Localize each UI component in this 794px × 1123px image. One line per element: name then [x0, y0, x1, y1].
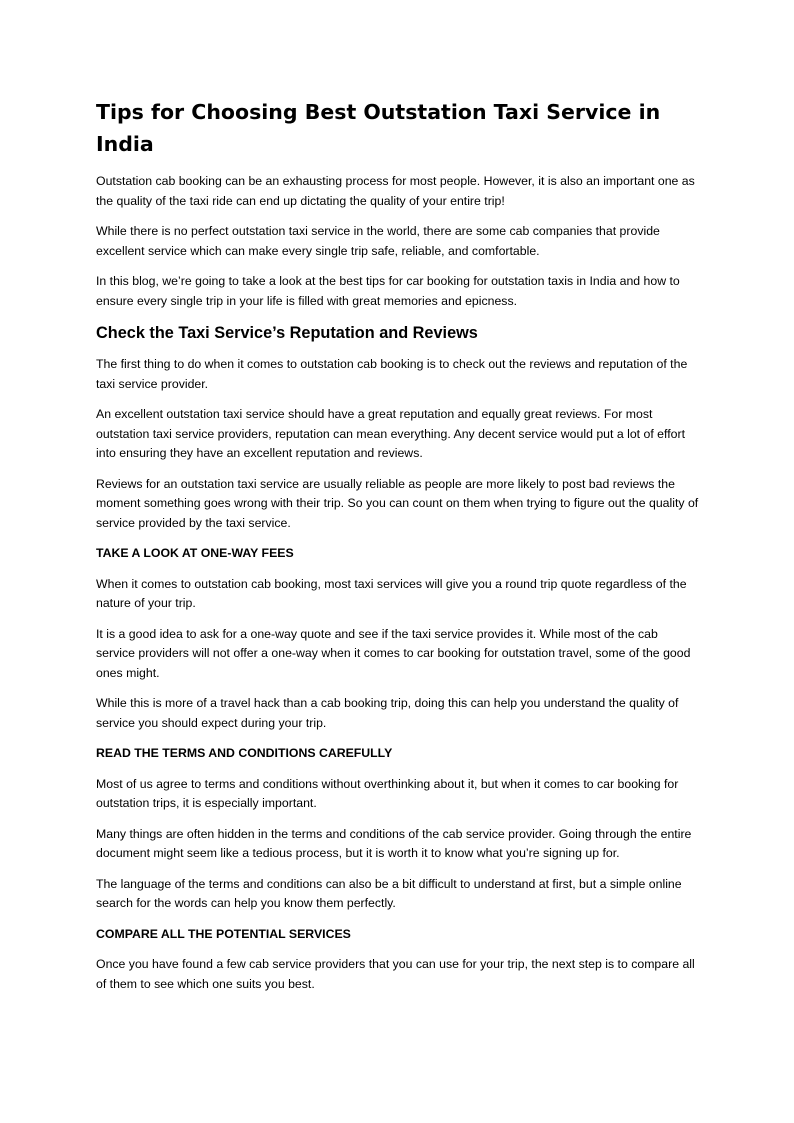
intro-paragraph-3: In this blog, we’re going to take a look at the best tips for car booking for outstation taxis in India and how to ensure every single trip in your life is filled with great memories and epicness. — [96, 274, 680, 308]
intro-paragraph-1: Outstation cab booking can be an exhausting process for most people. However, it is also an important one as the quality of the taxi ride can end up dictating the quality of your entire trip! — [96, 174, 695, 208]
terms-paragraph-3: The language of the terms and conditions can also be a bit difficult to understand at first, but a simple online search for the words can help you know them perfectly. — [96, 876, 682, 910]
section-heading-reputation: Check the Taxi Service’s Reputation and Reviews — [96, 324, 478, 342]
terms-paragraph-1: Most of us agree to terms and conditions without overthinking about it, but when it comes to car booking for outstation trips, it is especially important. — [96, 776, 679, 810]
one-way-paragraph-3: While this is more of a travel hack than a cab booking trip, doing this can help you understand the quality of service you should expect during your trip. — [96, 696, 679, 730]
intro-paragraph-2: While there is no perfect outstation taxi service in the world, there are some cab companies that provide excellent service which can make every single trip safe, reliable, and comfortable. — [96, 224, 660, 258]
document-page — [96, 96, 700, 1005]
reputation-paragraph-1: The first thing to do when it comes to outstation cab booking is to check out the reviews and reputation of the taxi service provider. — [96, 357, 688, 391]
section-heading-one-way-fees: TAKE A LOOK AT ONE-WAY FEES — [96, 546, 294, 560]
reputation-paragraph-3: Reviews for an outstation taxi service are usually reliable as people are more likely to post bad reviews the moment something goes wrong with their trip. So you can count on them when trying to figure out the quality of service provided by the taxi service. — [96, 476, 699, 530]
terms-paragraph-2: Many things are often hidden in the terms and conditions of the cab service provider. Going through the entire document might seem like a tedious process, but it is worth it to know what you’re signing up for. — [96, 826, 692, 860]
one-way-paragraph-1: When it comes to outstation cab booking, most taxi services will give you a round trip quote regardless of the nature of your trip. — [96, 576, 687, 610]
reputation-paragraph-2: An excellent outstation taxi service should have a great reputation and equally great reviews. For most outstation taxi service providers, reputation can mean everything. Any decent service would put a lot of effort into ensuring they have an excellent reputation and reviews. — [96, 407, 685, 460]
one-way-paragraph-2: It is a good idea to ask for a one-way quote and see if the taxi service provides it. While most of the cab service providers will not offer a one-way when it comes to car booking for outstation travel, some of the good ones might. — [96, 626, 691, 680]
compare-paragraph-1: Once you have found a few cab service providers that you can use for your trip, the next step is to compare all of them to see which one suits you best. — [96, 957, 695, 991]
section-heading-terms: READ THE TERMS AND CONDITIONS CAREFULLY — [96, 746, 393, 760]
section-heading-compare: COMPARE ALL THE POTENTIAL SERVICES — [96, 926, 351, 941]
page-title: Tips for Choosing Best Outstation Taxi Service in India — [96, 100, 661, 156]
